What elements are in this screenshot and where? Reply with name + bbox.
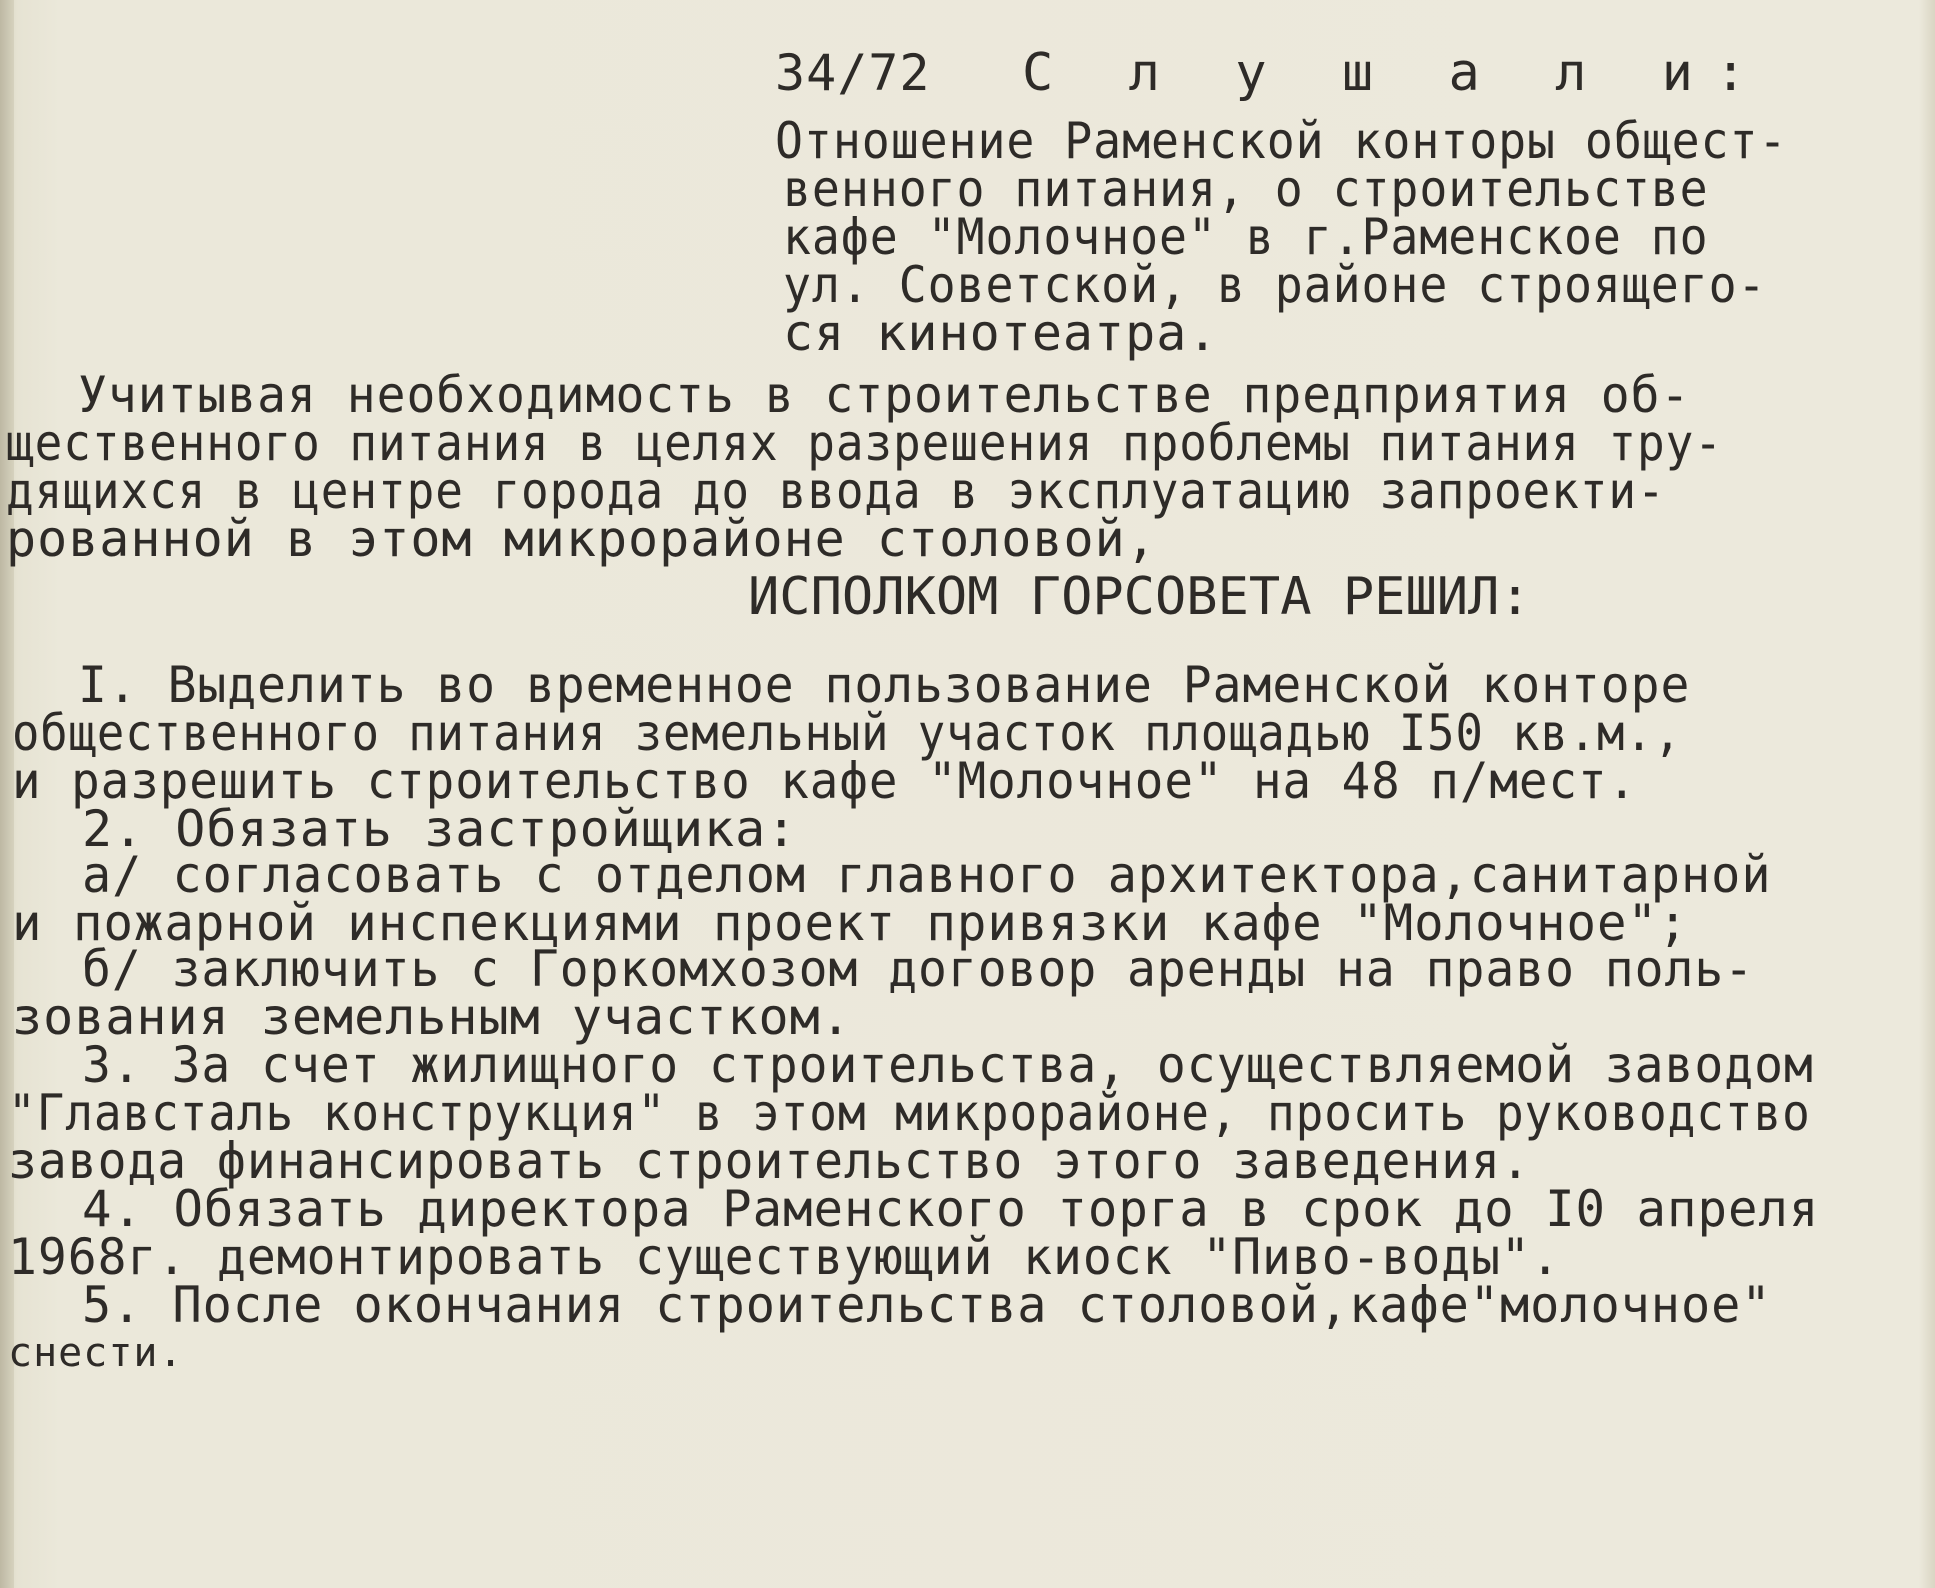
decision-line: б/ заключить с Горкомхозом договор аренды на право поль- — [82, 940, 1755, 998]
decision-line: 3. За счет жилищного строительства, осуществляемой заводом — [82, 1036, 1814, 1094]
reasoning-line: дящихся в центре города до ввода в эксплуатацию запроекти- — [6, 462, 1666, 520]
subject-line: ся кинотеатра. — [783, 304, 1219, 362]
subject-line: Отношение Раменской конторы общест- — [775, 112, 1788, 170]
decision-line: 2. Обязать застройщика: — [82, 800, 798, 858]
subject-line: кафе "Молочное" в г.Раменское по — [783, 208, 1709, 266]
decision-line: а/ согласовать с отделом главного архитектора,санитарной — [82, 846, 1772, 904]
page-right-edge — [1919, 0, 1935, 1588]
decision-line: завода финансировать строительство этого заведения. — [8, 1132, 1531, 1190]
decision-line: и пожарной инспекциями проект привязки кафе "Молочное"; — [12, 894, 1689, 952]
subject-line: венного питания, о строительстве — [783, 160, 1709, 218]
reasoning-line: рованной в этом микрорайоне столовой, — [6, 510, 1157, 568]
reasoning-line: Учитывая необходимость в строительстве предприятия об- — [78, 366, 1691, 424]
decision-line: зования земельным участком. — [12, 988, 852, 1046]
decision-line: снести. — [8, 1330, 184, 1376]
agenda-number: 34/72 — [775, 44, 931, 102]
decision-line: "Главсталь конструкция" в этом микрорайоне, просить руководство — [8, 1084, 1811, 1142]
decision-line: общественного питания земельный участок площадью I50 кв.м., — [12, 704, 1682, 762]
decision-line: 5. После окончания строительства столовой,кафе"молочное" — [82, 1276, 1772, 1334]
decision-heading: ИСПОЛКОМ ГОРСОВЕТА РЕШИЛ: — [748, 567, 1531, 627]
decision-line: 1968г. демонтировать существующий киоск "Пиво-воды". — [8, 1228, 1561, 1286]
section-title: С л у ш а л и: — [1022, 43, 1769, 103]
decision-line: I. Выделить во временное пользование Раменской конторе — [78, 656, 1691, 714]
reasoning-line: щественного питания в целях разрешения проблемы питания тру- — [6, 414, 1723, 472]
decision-line: 4. Обязать директора Раменского торга в срок до I0 апреля — [82, 1180, 1820, 1238]
subject-line: ул. Советской, в районе строящего- — [783, 256, 1767, 314]
decision-line: и разрешить строительство кафе "Молочное" на 48 п/мест. — [12, 752, 1638, 810]
